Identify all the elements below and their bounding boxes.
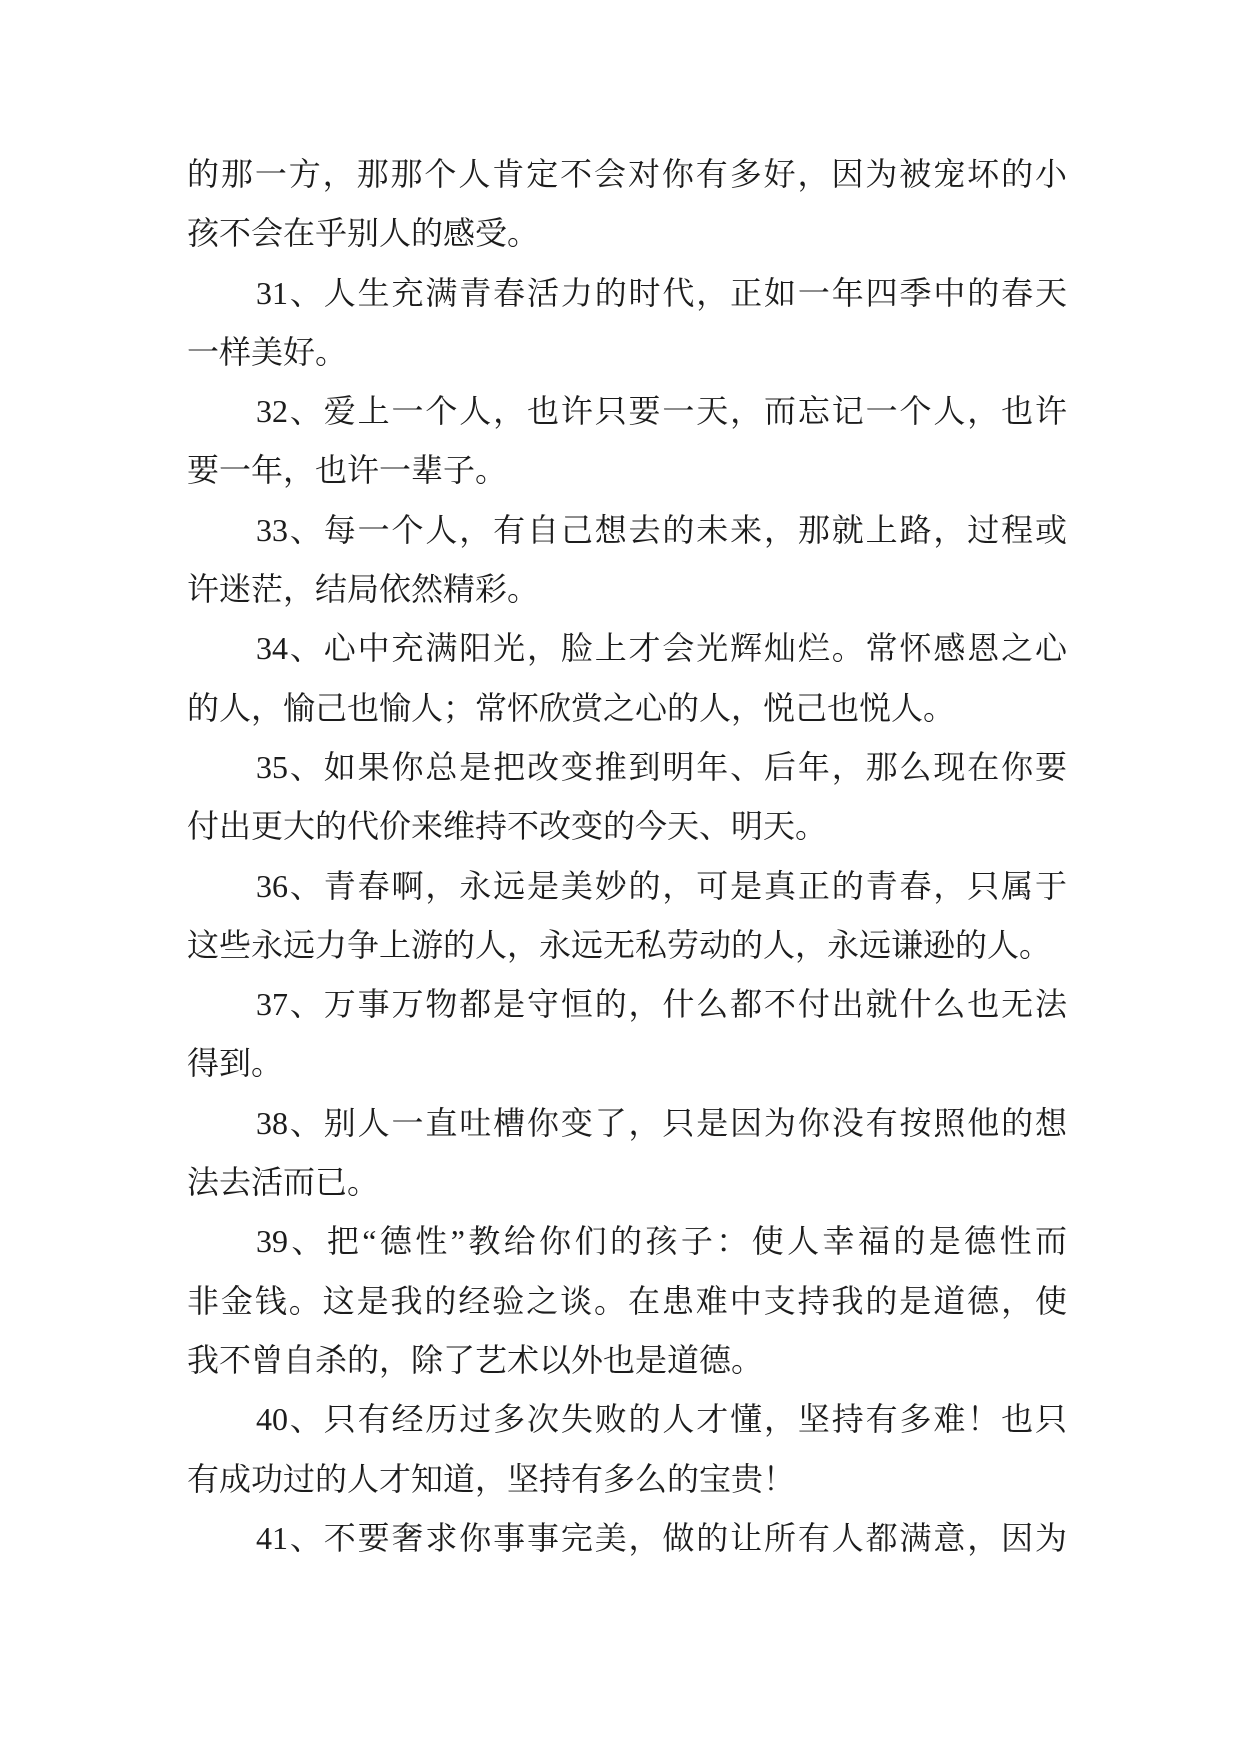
text-line: 38、别人一直吐槽你变了，只是因为你没有按照他的想 xyxy=(256,1104,1067,1141)
text-line: 36、青春啊，永远是美妙的，可是真正的青春，只属于 xyxy=(256,867,1067,904)
text-line: 35、如果你总是把改变推到明年、后年，那么现在你要 xyxy=(256,748,1067,785)
text-line: 付出更大的代价来维持不改变的今天、明天。 xyxy=(187,808,828,845)
text-line: 40、只有经历过多次失败的人才懂，坚持有多难！也只 xyxy=(256,1401,1067,1438)
document-body xyxy=(187,145,1067,1568)
text-line: 我不曾自杀的，除了艺术以外也是道德。 xyxy=(187,1341,764,1378)
text-line: 34、心中充满阳光，脸上才会光辉灿烂。常怀感恩之心 xyxy=(256,630,1067,667)
text-line: 要一年，也许一辈子。 xyxy=(187,452,508,489)
text-line: 非金钱。这是我的经验之谈。在患难中支持我的是道德，使 xyxy=(187,1282,1067,1319)
text-line: 许迷茫，结局依然精彩。 xyxy=(187,571,540,608)
text-line: 37、万事万物都是守恒的，什么都不付出就什么也无法 xyxy=(256,986,1067,1023)
text-line: 的人，愉己也愉人；常怀欣赏之心的人，悦己也悦人。 xyxy=(187,689,956,726)
text-line: 法去活而已。 xyxy=(187,1164,380,1201)
text-line: 31、人生充满青春活力的时代，正如一年四季中的春天 xyxy=(256,274,1067,311)
text-line: 的那一方，那那个人肯定不会对你有多好，因为被宠坏的小 xyxy=(187,156,1067,192)
text-line: 39、把“德性”教给你们的孩子：使人幸福的是德性而 xyxy=(256,1223,1067,1260)
text-line: 有成功过的人才知道，坚持有多么的宝贵！ xyxy=(187,1460,796,1497)
text-line: 这些永远力争上游的人，永远无私劳动的人，永远谦逊的人。 xyxy=(187,926,1052,963)
text-line: 32、爱上一个人，也许只要一天，而忘记一个人，也许 xyxy=(256,393,1067,430)
text-line: 41、不要奢求你事事完美，做的让所有人都满意，因为 xyxy=(256,1519,1067,1556)
text-line: 得到。 xyxy=(187,1045,284,1082)
text-line: 一样美好。 xyxy=(187,333,348,370)
text-line: 孩不会在乎别人的感受。 xyxy=(187,215,540,252)
text-line: 33、每一个人，有自己想去的未来，那就上路，过程或 xyxy=(256,511,1067,548)
